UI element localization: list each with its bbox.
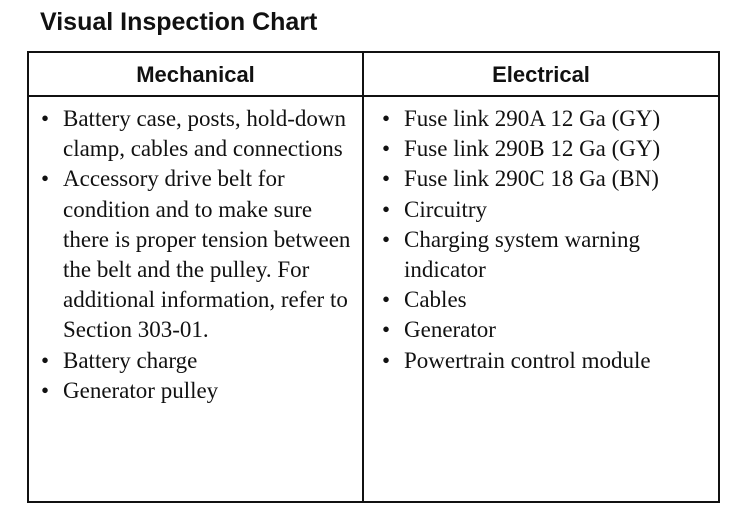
bullet-icon: • [382, 317, 391, 343]
list-item [378, 164, 708, 194]
item-text: Fuse link 290C 18 Ga (BN) [404, 166, 659, 192]
bullet-icon: • [382, 166, 391, 192]
bullet-icon: • [41, 377, 50, 403]
list-item [378, 195, 708, 225]
item-text: Battery charge [63, 347, 198, 373]
item-text: Battery case, posts, hold-down clamp, cables and connections [63, 106, 346, 162]
list-item [378, 104, 708, 134]
list-item [37, 164, 357, 345]
bullet-icon: • [382, 347, 391, 373]
bullet-icon: • [41, 347, 50, 373]
item-text: Circuitry [404, 196, 488, 222]
list-item [378, 346, 708, 376]
bullet-icon: • [41, 166, 50, 192]
bullet-icon: • [382, 287, 391, 313]
bullet-icon: • [382, 106, 391, 131]
bullet-icon: • [382, 196, 391, 222]
item-text: Cables [404, 287, 467, 313]
list-item [378, 285, 708, 315]
electrical-list [378, 104, 708, 376]
list-item [37, 346, 357, 376]
item-text: Generator [404, 317, 496, 343]
list-item [37, 376, 357, 406]
mechanical-list [37, 104, 357, 406]
mechanical-header: Mechanical [136, 62, 255, 87]
list-item [378, 225, 708, 285]
page-title: Visual Inspection Chart [40, 8, 318, 36]
bullet-icon: • [382, 136, 391, 162]
column-divider [362, 53, 364, 501]
list-item [37, 104, 357, 164]
item-text: Charging system warning indicator [404, 226, 640, 283]
header-divider [29, 95, 718, 97]
bullet-icon: • [41, 106, 50, 131]
item-text: Generator pulley [63, 377, 219, 403]
item-text: Powertrain control module [404, 347, 651, 373]
list-item [378, 134, 708, 164]
bullet-icon: • [382, 226, 391, 252]
item-text: Fuse link 290A 12 Ga (GY) [404, 106, 661, 131]
list-item [378, 315, 708, 345]
item-text: Fuse link 290B 12 Ga (GY) [404, 136, 661, 162]
electrical-header: Electrical [492, 62, 590, 87]
item-text: Accessory drive belt for condition and to make sure there is proper tension between the belt and the pulley. For additional information, refer to Section 303-01. [63, 166, 351, 343]
inspection-table [27, 51, 720, 503]
